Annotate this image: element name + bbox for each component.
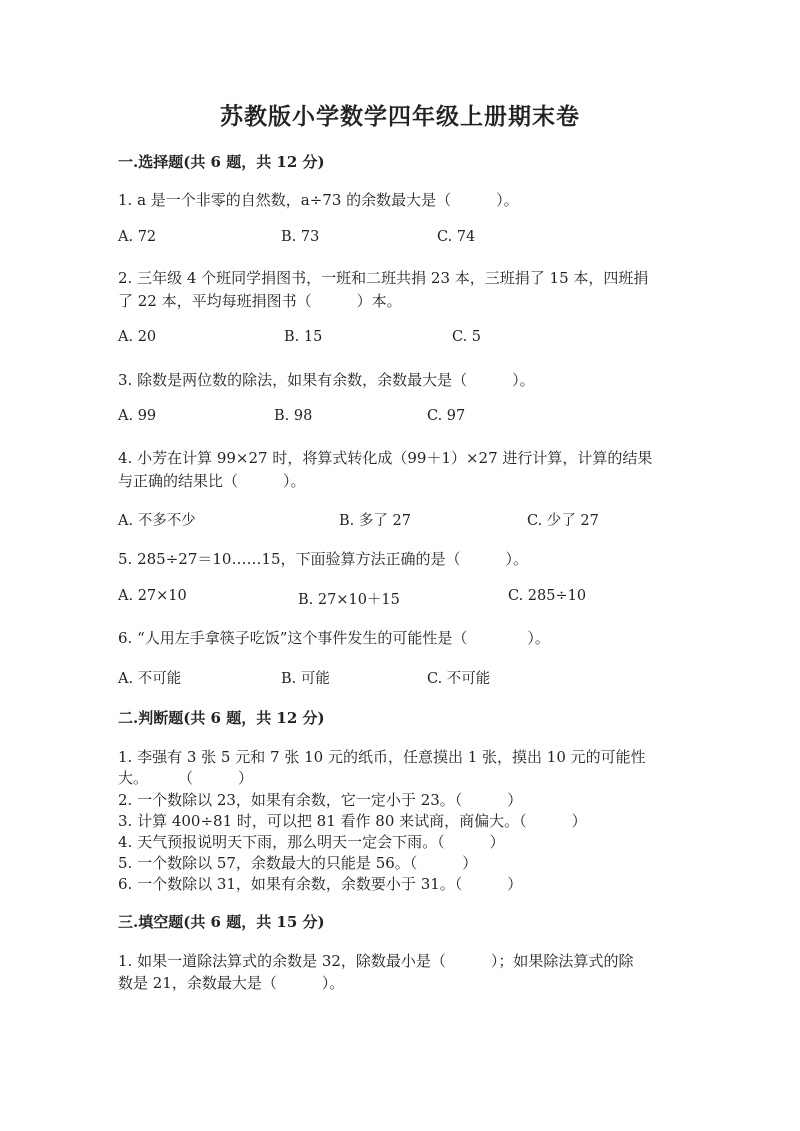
option-c: C. 5 <box>452 329 482 345</box>
question-text: 4. 天气预报说明天下雨，那么明天一定会下雨。（ ） <box>118 833 505 851</box>
option-a: A. 不多不少 <box>118 513 196 529</box>
section-heading-choice: 一.选择题(共 6 题，共 12 分) <box>118 153 325 171</box>
question-text: 5. 285÷27＝10……15，下面验算方法正确的是（ ）。 <box>118 550 529 568</box>
option-b: B. 多了 27 <box>339 513 411 529</box>
option-a: A. 不可能 <box>118 671 182 687</box>
question-text: 6. 一个数除以 31，如果有余数，余数要小于 31。（ ） <box>118 875 523 893</box>
option-b: B. 98 <box>274 408 313 424</box>
option-a: A. 72 <box>118 229 157 245</box>
section-heading-judgment: 二.判断题(共 6 题，共 12 分) <box>118 709 325 727</box>
option-c: C. 74 <box>437 229 476 245</box>
option-b: B. 27×10＋15 <box>298 592 400 608</box>
option-a: A. 27×10 <box>118 588 187 604</box>
option-c: C. 97 <box>427 408 466 424</box>
question-text: 2. 一个数除以 23，如果有余数，它一定小于 23。（ ） <box>118 791 523 809</box>
option-a: A. 99 <box>118 408 157 424</box>
question-text: 5. 一个数除以 57，余数最大的只能是 56。（ ） <box>118 854 478 872</box>
option-c: C. 少了 27 <box>527 513 599 529</box>
option-a: A. 20 <box>118 329 157 345</box>
option-b: B. 可能 <box>281 671 330 687</box>
option-b: B. 73 <box>281 229 320 245</box>
question-text: 6. “人用左手拿筷子吃饭”这个事件发生的可能性是（ ）。 <box>118 629 550 647</box>
question-text: 2. 三年级 4 个班同学捐图书，一班和二班共捐 23 本，三班捐了 15 本，四班捐 <box>118 269 649 287</box>
section-heading-fill-in: 三.填空题(共 6 题，共 15 分) <box>118 913 325 931</box>
question-text: 与正确的结果比（ ）。 <box>118 472 306 490</box>
question-text: 1. 李强有 3 张 5 元和 7 张 10 元的纸币，任意摸出 1 张，摸出 10 元的可能性 <box>118 748 646 766</box>
question-text: 1. 如果一道除法算式的余数是 32，除数最小是（ ）；如果除法算式的除 <box>118 952 634 970</box>
question-text: 1. a 是一个非零的自然数，a÷73 的余数最大是（ ）。 <box>118 191 519 209</box>
question-text: 3. 除数是两位数的除法，如果有余数，余数最大是（ ）。 <box>118 371 535 389</box>
page-title: 苏教版小学数学四年级上册期末卷 <box>220 103 580 130</box>
question-text: 数是 21，余数最大是（ ）。 <box>118 974 345 992</box>
question-text: 大。 （ ） <box>118 769 254 787</box>
question-text: 3. 计算 400÷81 时，可以把 81 看作 80 来试商，商偏大。（ ） <box>118 812 587 830</box>
option-c: C. 285÷10 <box>508 588 587 604</box>
question-text: 4. 小芳在计算 99×27 时，将算式转化成（99＋1）×27 进行计算，计算的结果 <box>118 449 653 467</box>
option-c: C. 不可能 <box>427 671 491 687</box>
option-b: B. 15 <box>284 329 323 345</box>
question-text: 了 22 本，平均每班捐图书（ ）本。 <box>118 292 402 310</box>
